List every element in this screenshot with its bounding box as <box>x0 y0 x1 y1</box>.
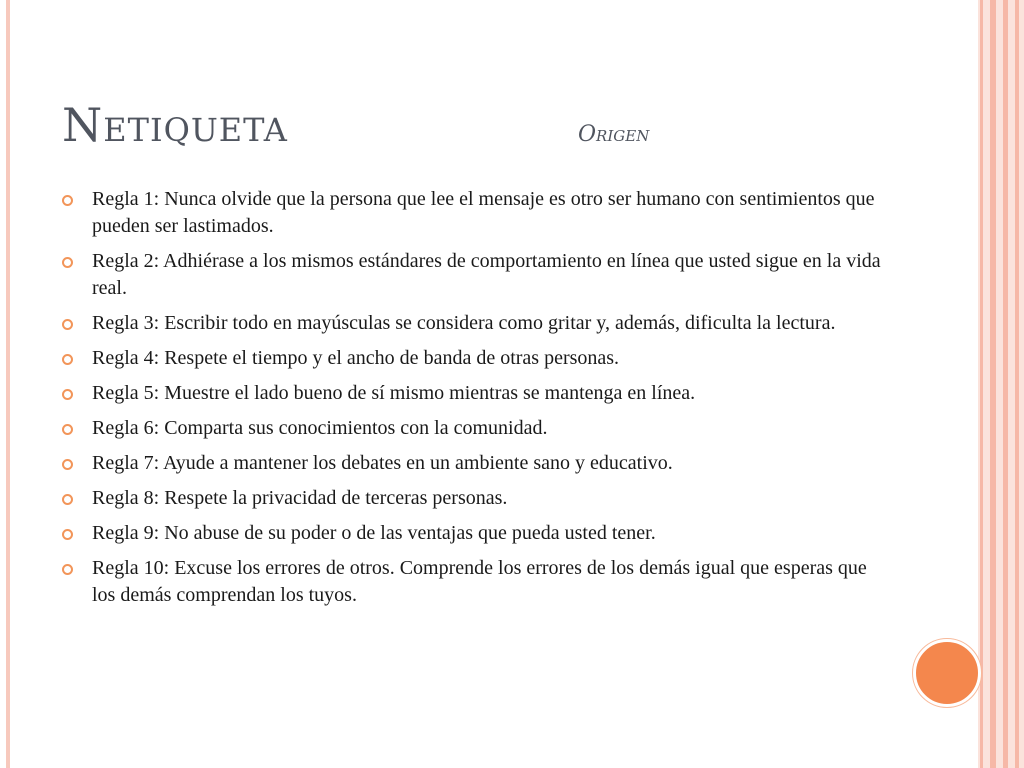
rule-text: Regla 10: Excuse los errores de otros. Comprende los errores de los demás igual que esperas que los demás comprendan los tuyos. <box>92 557 867 606</box>
right-stripe-4 <box>1015 0 1019 768</box>
bullet-icon <box>62 319 73 330</box>
rule-item <box>62 415 882 442</box>
rule-text: Regla 1: Nunca olvide que la persona que lee el mensaje es otro ser humano con sentimientos que pueden ser lastimados. <box>92 188 875 237</box>
rule-item <box>62 248 882 302</box>
rule-item <box>62 380 882 407</box>
rule-item <box>62 310 882 337</box>
bullet-icon <box>62 257 73 268</box>
rule-text: Regla 2: Adhiérase a los mismos estándares de comportamiento en línea que usted sigue en la vida real. <box>92 250 881 299</box>
right-stripe-1 <box>980 0 983 768</box>
bullet-icon <box>62 459 73 470</box>
bullet-icon <box>62 195 73 206</box>
left-border-stripe <box>6 0 10 768</box>
slide-title: Netiqueta <box>62 98 288 152</box>
rule-item <box>62 450 882 477</box>
bullet-icon <box>62 564 73 575</box>
decorative-circle-icon <box>913 639 981 707</box>
bullet-icon <box>62 529 73 540</box>
bullet-icon <box>62 494 73 505</box>
rule-item <box>62 485 882 512</box>
bullet-icon <box>62 354 73 365</box>
rule-text: Regla 7: Ayude a mantener los debates en un ambiente sano y educativo. <box>92 452 673 474</box>
slide-subtitle: Origen <box>578 122 650 147</box>
rule-text: Regla 4: Respete el tiempo y el ancho de banda de otras personas. <box>92 347 620 369</box>
rule-text: Regla 9: No abuse de su poder o de las ventajas que pueda usted tener. <box>92 522 656 544</box>
rule-text: Regla 6: Comparta sus conocimientos con la comunidad. <box>92 417 548 439</box>
rule-text: Regla 3: Escribir todo en mayúsculas se considera como gritar y, además, dificulta la lectura. <box>92 312 836 334</box>
bullet-icon <box>62 389 73 400</box>
bullet-icon <box>62 424 73 435</box>
rule-item <box>62 186 882 240</box>
rule-text: Regla 8: Respete la privacidad de terceras personas. <box>92 487 508 509</box>
rule-item <box>62 520 882 547</box>
rule-item <box>62 345 882 372</box>
rule-item <box>62 555 882 609</box>
rule-text: Regla 5: Muestre el lado bueno de sí mismo mientras se mantenga en línea. <box>92 382 696 404</box>
right-stripe-2 <box>990 0 996 768</box>
rules-list <box>62 186 882 617</box>
right-stripe-3 <box>1003 0 1008 768</box>
